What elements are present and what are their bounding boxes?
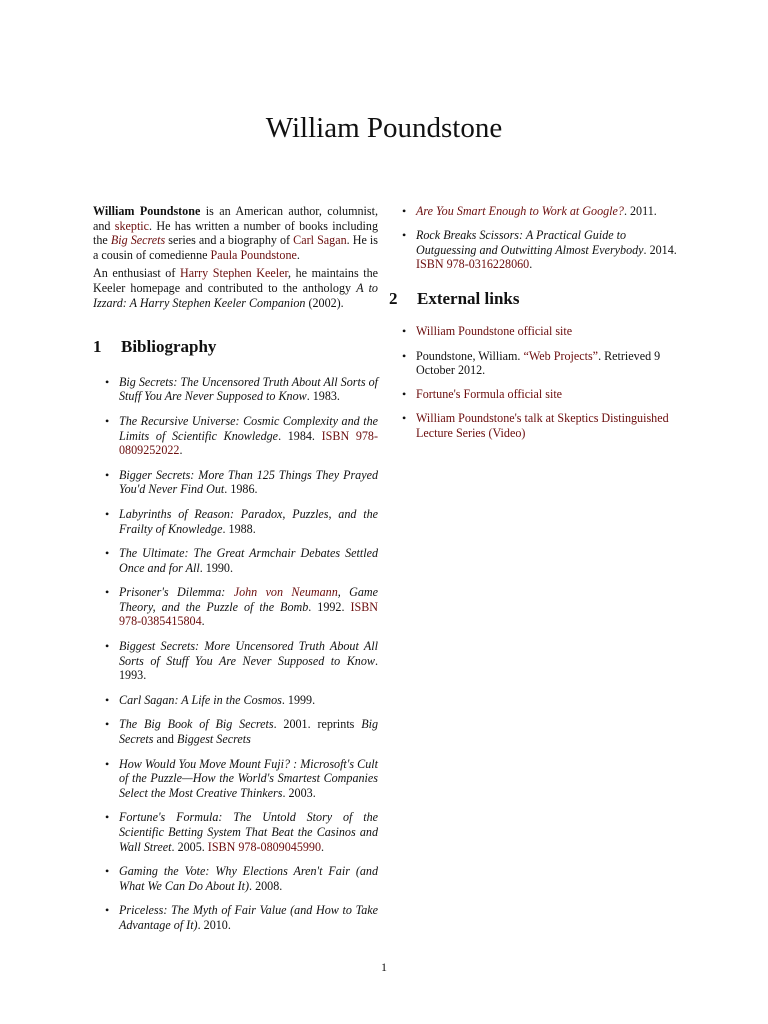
- section-heading-bibliography: [93, 337, 378, 357]
- isbn-link[interactable]: ISBN 978-0385415804: [119, 599, 378, 629]
- external-links-list: [389, 324, 677, 440]
- list-item: • How Would You Move Mount Fuji? : Microsoft's Cult of the Puzzle—How the World's Smartest Companies Select the Most Creative Thinkers. 2003.: [93, 757, 378, 801]
- list-item: • Gaming the Vote: Why Elections Aren't Fair (and What We Can Do About It). 2008.: [93, 864, 378, 893]
- list-item: • Poundstone, William. “Web Projects”. Retrieved 9 October 2012.: [389, 349, 677, 378]
- list-item: • Labyrinths of Reason: Paradox, Puzzles, and the Frailty of Knowledge. 1988.: [93, 507, 378, 536]
- section-number: 2: [389, 288, 398, 308]
- page-title: William Poundstone: [265, 112, 503, 144]
- page-number: 1: [381, 960, 387, 974]
- section-number: 1: [93, 337, 102, 357]
- list-item: • Big Secrets: The Uncensored Truth About All Sorts of Stuff You Are Never Supposed to Know. 1983.: [93, 375, 378, 404]
- section-title: Bibliography: [121, 337, 217, 357]
- list-item: • Bigger Secrets: More Than 125 Things They Prayed You'd Never Find Out. 1986.: [93, 468, 378, 497]
- list-item: • Carl Sagan: A Life in the Cosmos. 1999.: [93, 693, 378, 708]
- list-item: • Fortune's Formula: The Untold Story of the Scientific Betting System That Beat the Casinos and Wall Street. 2005. ISBN 978-0809045990.: [93, 810, 378, 854]
- right-column: [389, 204, 677, 450]
- isbn-link[interactable]: ISBN 978-0316228060: [416, 257, 530, 272]
- list-item: • The Recursive Universe: Cosmic Complexity and the Limits of Scientific Knowledge. 1984. ISBN 978-0809252022.: [93, 414, 378, 458]
- isbn-link[interactable]: ISBN 978-0809045990: [207, 839, 322, 854]
- anthology-title: A to Izzard: A Harry Stephen Keeler Companion: [93, 280, 378, 310]
- isbn-link[interactable]: ISBN 978-0809252022: [119, 428, 379, 458]
- list-item: • Biggest Secrets: More Uncensored Truth About All Sorts of Stuff You Are Never Supposed to Know. 1993.: [93, 639, 378, 683]
- link-official-site[interactable]: William Poundstone official site: [416, 324, 573, 339]
- list-item: • The Big Book of Big Secrets. 2001. reprints Big Secrets and Biggest Secrets: [93, 717, 378, 746]
- list-item: • Prisoner's Dilemma: John von Neumann, Game Theory, and the Puzzle of the Bomb. 1992. ISBN 978-0385415804.: [93, 585, 378, 629]
- link-big-secrets[interactable]: Big Secrets: [110, 233, 166, 248]
- list-item: [389, 324, 677, 339]
- list-item: • Are You Smart Enough to Work at Google?. 2011.: [389, 204, 677, 219]
- section-title: External links: [417, 288, 520, 308]
- list-item: • The Ultimate: The Great Armchair Debates Settled Once and for All. 1990.: [93, 546, 378, 575]
- list-item: • Priceless: The Myth of Fair Value (and How to Take Advantage of It). 2010.: [93, 903, 378, 932]
- section-heading-external-links: [389, 288, 677, 308]
- link-are-you-smart-enough[interactable]: Are You Smart Enough to Work at Google?: [416, 204, 624, 218]
- link-paula-poundstone[interactable]: Paula Poundstone: [210, 247, 297, 262]
- link-skeptic[interactable]: skeptic: [114, 218, 150, 233]
- bibliography-list-continued: [389, 204, 677, 272]
- link-harry-stephen-keeler[interactable]: Harry Stephen Keeler: [179, 266, 289, 281]
- list-item: [389, 411, 677, 440]
- link-skeptics-talk[interactable]: William Poundstone's talk at Skeptics Distinguished Lecture Series (Video): [416, 411, 669, 440]
- left-column: [93, 204, 378, 943]
- list-item: [389, 387, 677, 402]
- link-john-von-neumann[interactable]: John von Neumann: [233, 585, 338, 600]
- bibliography-list: [93, 375, 378, 933]
- intro-paragraph-1: William Poundstone is an American author, columnist, and skeptic. He has written a number of books including the Big Secrets series and a biography of Carl Sagan. He is a cousin of comedienne Paula Poundstone.: [93, 204, 378, 262]
- list-item: • Rock Breaks Scissors: A Practical Guide to Outguessing and Outwitting Almost Everybody. 2014. ISBN 978-0316228060.: [389, 228, 677, 272]
- link-fortunes-formula-site[interactable]: Fortune's Formula official site: [416, 387, 563, 402]
- subject-name: William Poundstone: [93, 204, 201, 218]
- link-web-projects[interactable]: “Web Projects”: [523, 348, 599, 363]
- link-carl-sagan[interactable]: Carl Sagan: [293, 233, 347, 248]
- intro-paragraph-2: An enthusiast of Harry Stephen Keeler, he maintains the Keeler homepage and contributed to the anthology A to Izzard: A Harry Stephen Keeler Companion (2002).: [93, 266, 379, 310]
